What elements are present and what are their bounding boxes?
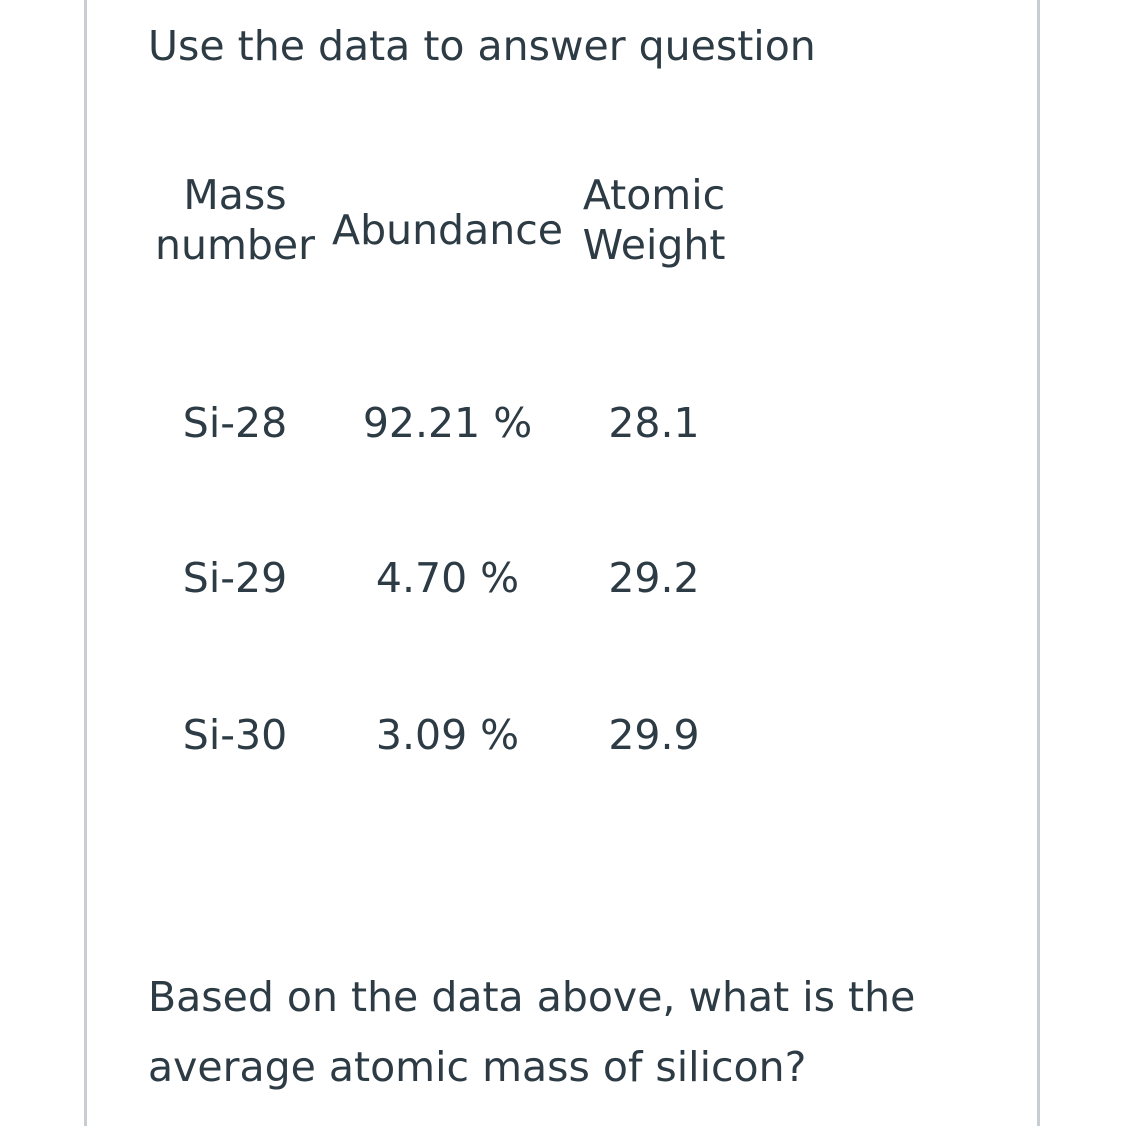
header-atomic-weight [572,170,736,270]
cell-abundance: 92.21 % [362,399,533,447]
question-line2: average atomic mass of silicon? [148,1043,807,1091]
question-line1: Based on the data above, what is the [148,973,916,1021]
cell-abundance: 3.09 % [375,711,520,759]
header-abundance [325,205,570,255]
card-border-right [1037,0,1040,1126]
header-mass-number [152,170,318,270]
cell-abundance: 4.70 % [375,554,520,602]
header-atomic-weight-line1: Atomic [582,171,726,219]
cell-isotope: Si-28 [182,399,288,447]
header-mass-number-line1: Mass [183,171,287,219]
header-atomic-weight-line2: Weight [582,221,726,269]
cell-isotope: Si-29 [182,554,288,602]
cell-atomic-weight: 29.9 [608,711,700,759]
question-text [148,962,1008,1102]
header-mass-number-line2: number [154,221,316,269]
card-border-left [84,0,87,1126]
cell-atomic-weight: 28.1 [608,399,700,447]
cell-atomic-weight: 29.2 [608,554,700,602]
intro-text: Use the data to answer question [148,22,816,70]
header-abundance-label: Abundance [332,206,563,254]
cell-isotope: Si-30 [182,711,288,759]
